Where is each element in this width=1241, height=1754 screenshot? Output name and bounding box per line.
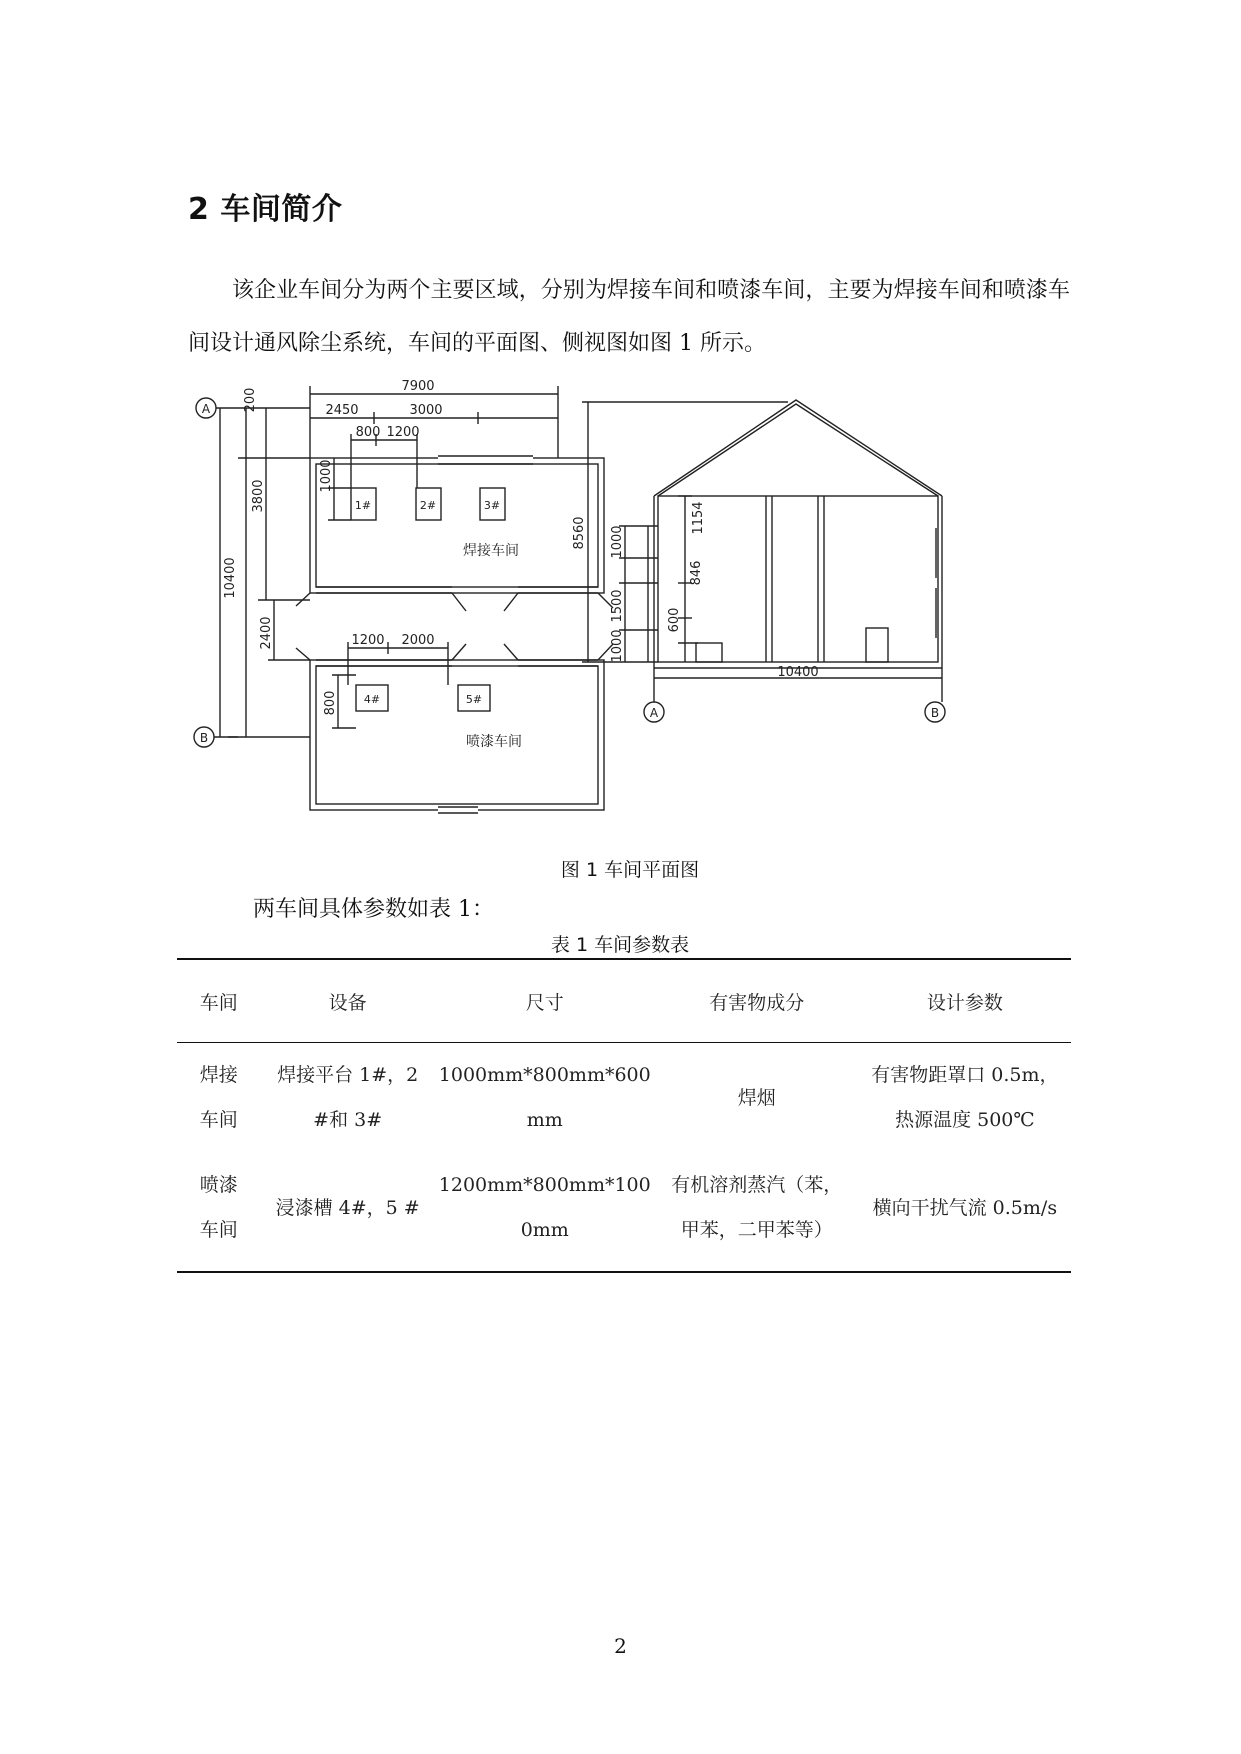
cell-size: 1000mm*800mm*600 mm xyxy=(438,1064,651,1131)
cell-params: 有害物距罩口 0.5m， 热源温度 500℃ xyxy=(871,1064,1059,1131)
cell-equipment: 焊接平台 1#，2 #和 3# xyxy=(277,1064,419,1131)
dim-2400: 2400 xyxy=(259,616,274,650)
cell-hazard: 有机溶剂蒸汽（苯， 甲苯，二甲苯等） xyxy=(655,1153,859,1272)
dim-1200-bottom: 1200 xyxy=(351,633,385,648)
intro-paragraph: 该企业车间分为两个主要区域，分别为焊接车间和喷漆车间，主要为焊接车间和喷漆车间设计通风除尘系统，车间的平面图、侧视图如图 1 所示。 xyxy=(188,278,1070,356)
equipment-1: 1# xyxy=(354,499,372,512)
section-heading: 2 车间简介 xyxy=(188,192,343,227)
dim-3000: 3000 xyxy=(409,403,443,418)
dim-1500-side: 1500 xyxy=(610,589,625,623)
dim-10400-side: 10400 xyxy=(777,665,819,680)
dim-1200-top: 1200 xyxy=(386,425,420,440)
header-hazard: 有害物成分 xyxy=(655,959,859,1043)
dim-800-top: 800 xyxy=(355,425,381,440)
cell-params: 横向干扰气流 0.5m/s xyxy=(859,1153,1071,1272)
header-params: 设计参数 xyxy=(859,959,1071,1043)
dim-7900: 7900 xyxy=(401,379,435,394)
header-equipment: 设备 xyxy=(261,959,435,1043)
header-workshop: 车间 xyxy=(177,959,261,1043)
weld-room-label: 焊接车间 xyxy=(463,543,519,559)
dim-1000-side-upper: 1000 xyxy=(610,525,625,559)
equipment-3: 3# xyxy=(483,499,501,512)
workshop-figure xyxy=(188,378,1068,848)
dim-846: 846 xyxy=(689,560,704,586)
dim-600: 600 xyxy=(667,607,682,633)
axis-a-plan: A xyxy=(201,402,211,416)
figure-caption: 图 1 车间平面图 xyxy=(560,859,700,881)
dim-1000-side-lower: 1000 xyxy=(610,629,625,663)
paint-room-label: 喷漆车间 xyxy=(466,734,522,750)
params-table xyxy=(177,958,1071,1273)
equipment-2: 2# xyxy=(419,499,437,512)
axis-b-plan: B xyxy=(199,731,209,745)
table-caption: 表 1 车间参数表 xyxy=(550,934,690,956)
table-intro: 两车间具体参数如表 1： xyxy=(253,897,494,922)
dim-2450: 2450 xyxy=(325,403,359,418)
cell-size: 1200mm*800mm*100 0mm xyxy=(435,1153,655,1272)
equipment-5: 5# xyxy=(465,693,483,706)
axis-a-side: A xyxy=(649,706,659,720)
dim-3800: 3800 xyxy=(251,479,266,513)
plan-labels xyxy=(200,379,522,750)
axis-b-side: B xyxy=(930,706,940,720)
page-number: 2 xyxy=(614,1634,627,1658)
dim-1000-plan: 1000 xyxy=(319,459,334,493)
cell-hazard: 焊烟 xyxy=(737,1086,776,1109)
cell-equipment: 浸漆槽 4#，5 # xyxy=(261,1153,435,1272)
dim-8560: 8560 xyxy=(572,516,587,550)
table-header-row xyxy=(177,959,1071,1043)
table-row xyxy=(177,1043,1071,1154)
cell-workshop: 焊接 车间 xyxy=(199,1064,238,1131)
header-size: 尺寸 xyxy=(435,959,655,1043)
dim-800-plan: 800 xyxy=(323,690,338,716)
dim-10400-plan: 10400 xyxy=(223,557,238,599)
side-labels xyxy=(572,501,939,720)
dim-200: 200 xyxy=(243,387,258,413)
table-row xyxy=(177,1153,1071,1272)
dim-2000: 2000 xyxy=(401,633,435,648)
plan-view xyxy=(194,386,613,813)
cell-workshop: 喷漆 车间 xyxy=(177,1153,261,1272)
side-view xyxy=(582,400,945,722)
dim-1154: 1154 xyxy=(691,501,706,535)
equipment-4: 4# xyxy=(363,693,381,706)
